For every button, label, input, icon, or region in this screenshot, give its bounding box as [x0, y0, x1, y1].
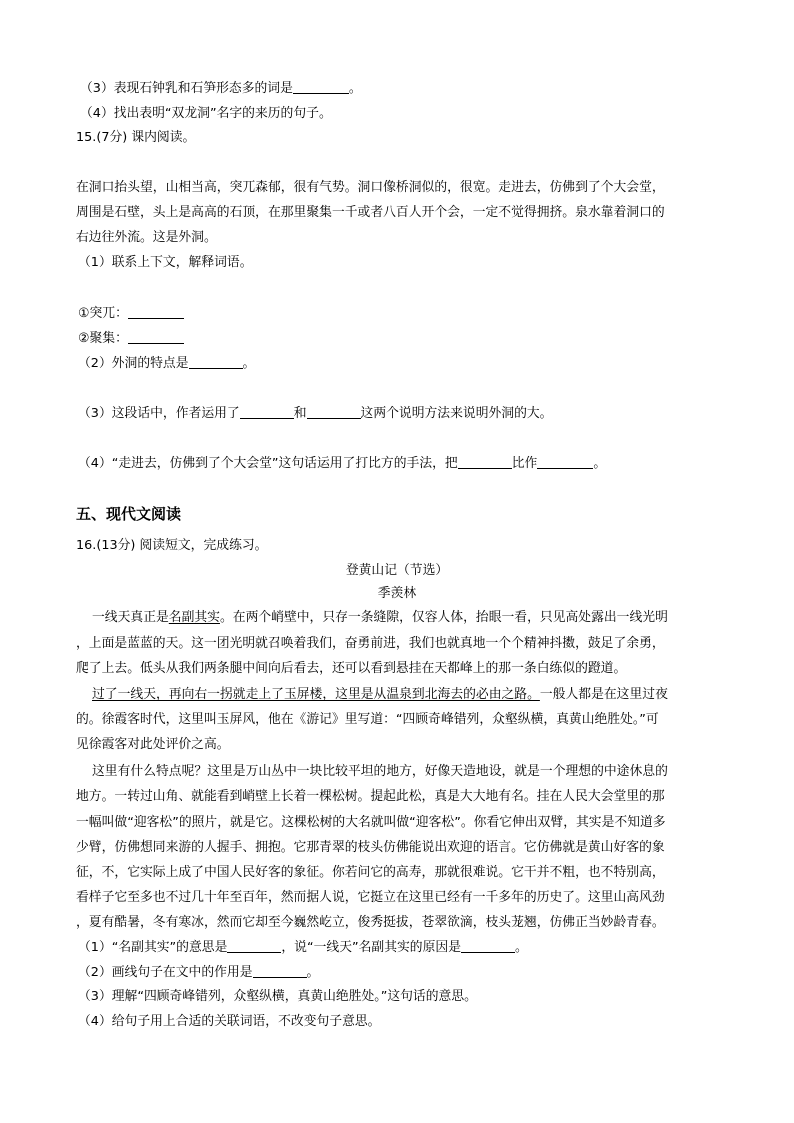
article-line: 一幅叫做“迎客松”的照片，就是它。这棵松树的大名就叫做“迎客松”。你看它伸出双臂，其实是不知道多: [76, 815, 666, 830]
answer-blank[interactable]: [227, 939, 281, 953]
q15-word2: ②聚集：: [78, 330, 184, 347]
q15-passage-line: 右边往外流。这是外洞。: [76, 230, 217, 245]
q14-item4: （4）找出表明“双龙洞”名字的来历的句子。: [80, 106, 332, 121]
article-line: 这里有什么特点呢？这里是万山丛中一块比较平坦的地方，好像天造地设，就是一个理想的中途休息的: [92, 764, 668, 779]
article-line: 少臂，仿佛想同来游的人握手、拥抱。它那青翠的枝头仿佛能说出欢迎的语言。它仿佛就是黄山好客的象: [76, 840, 665, 855]
q15-item3: （3）这段话中，作者运用了 和 这两个说明方法来说明外洞的大。: [78, 406, 553, 421]
article-author: 季羡林: [377, 586, 417, 601]
q15-passage-line: 在洞口抬头望，山相当高，突兀森郁，很有气势。洞口像桥洞似的，很宽。走进去，仿佛到了个大会堂，: [76, 180, 665, 195]
answer-blank[interactable]: [128, 330, 184, 344]
q15-word1: ①突兀：: [78, 305, 184, 322]
answer-blank[interactable]: [293, 80, 349, 94]
q16-item3: （3）理解“四顾奇峰错列，众壑纵横，真黄山绝胜处。”这句话的意思。: [78, 989, 477, 1004]
article-line: 见徐霞客对此处评价之高。: [76, 737, 230, 752]
q16-header: 16.(13分) 阅读短文，完成练习。: [76, 538, 268, 553]
answer-blank[interactable]: [189, 355, 243, 369]
article-line: 一线天真正是名副其实。在两个峭壁中，只存一条缝隙，仅容人体，抬眼一看，只见高处露出一线光明: [92, 610, 668, 625]
q15-item2: （2）外洞的特点是 。: [78, 356, 256, 371]
answer-blank[interactable]: [461, 939, 515, 953]
answer-blank[interactable]: [253, 964, 307, 978]
article-line: ，上面是蓝蓝的天。这一团光明就召唤着我们，奋勇前进，我们也就真地一个个精神抖擞，鼓足了余勇，: [76, 636, 665, 651]
answer-blank[interactable]: [307, 405, 361, 419]
q16-item1: （1）“名副其实”的意思是 ，说“一线天”名副其实的原因是 。: [78, 940, 528, 955]
article-line: 征，不，它实际上成了中国人民好客的象征。你若问它的高寿，那就很难说。它干并不粗，也不特别高，: [76, 865, 665, 880]
answer-blank[interactable]: [458, 455, 512, 469]
q15-item1: （1）联系上下文，解释词语。: [78, 255, 253, 270]
article-line: 的。徐霞客时代，这里叫玉屏风，他在《游记》里写道：“四顾奇峰错列，众壑纵横，真黄山绝胜处。”可: [76, 712, 659, 727]
article-line: ，夏有酷暑，冬有寒冰，然而它却至今巍然屹立，俊秀挺拔，苍翠欲滴，枝头茏翘，仿佛正当妙龄青春。: [76, 915, 665, 930]
article-line: 地方。一转过山角、就能看到峭壁上长着一棵松树。提起此松，真是大大地有名。挂在人民大会堂里的那: [76, 789, 665, 804]
answer-blank[interactable]: [240, 405, 294, 419]
article-title: 登黄山记（节选）: [345, 563, 449, 578]
underlined-phrase: 名副其实: [168, 610, 220, 625]
q16-item2: （2）画线句子在文中的作用是 。: [78, 965, 320, 980]
section-title: 五、现代文阅读: [76, 505, 182, 523]
q15-header: 15.(7分) 课内阅读。: [76, 130, 196, 145]
underlined-sentence: 过了一线天，再向右一拐就走上了玉屏楼，这里是从温泉到北海去的必由之路。: [92, 687, 540, 702]
q15-item4: （4）“走进去，仿佛到了个大会堂”这句话运用了打比方的手法，把 比作 。: [78, 456, 607, 471]
q16-item4: （4）给句子用上合适的关联词语，不改变句子意思。: [78, 1014, 381, 1029]
answer-blank[interactable]: [128, 305, 184, 319]
article-line: 过了一线天，再向右一拐就走上了玉屏楼，这里是从温泉到北海去的必由之路。一般人都是在这里过夜: [92, 687, 668, 702]
article-line: 看样子它至多也不过几十年至百年，然而据人说，它挺立在这里已经有一千多年的历史了。这里山高风劲: [76, 890, 665, 905]
q14-item3: （3）表现石钟乳和石笋形态多的词是 。: [80, 81, 362, 96]
article-line: 爬了上去。低头从我们两条腿中间向后看去，还可以看到悬挂在天都峰上的那一条白练似的蹬道。: [76, 661, 627, 676]
q15-passage-line: 周围是石壁，头上是高高的石顶，在那里聚集一千或者八百人开个会，一定不觉得拥挤。泉水靠着洞口的: [76, 205, 665, 220]
answer-blank[interactable]: [537, 455, 593, 469]
